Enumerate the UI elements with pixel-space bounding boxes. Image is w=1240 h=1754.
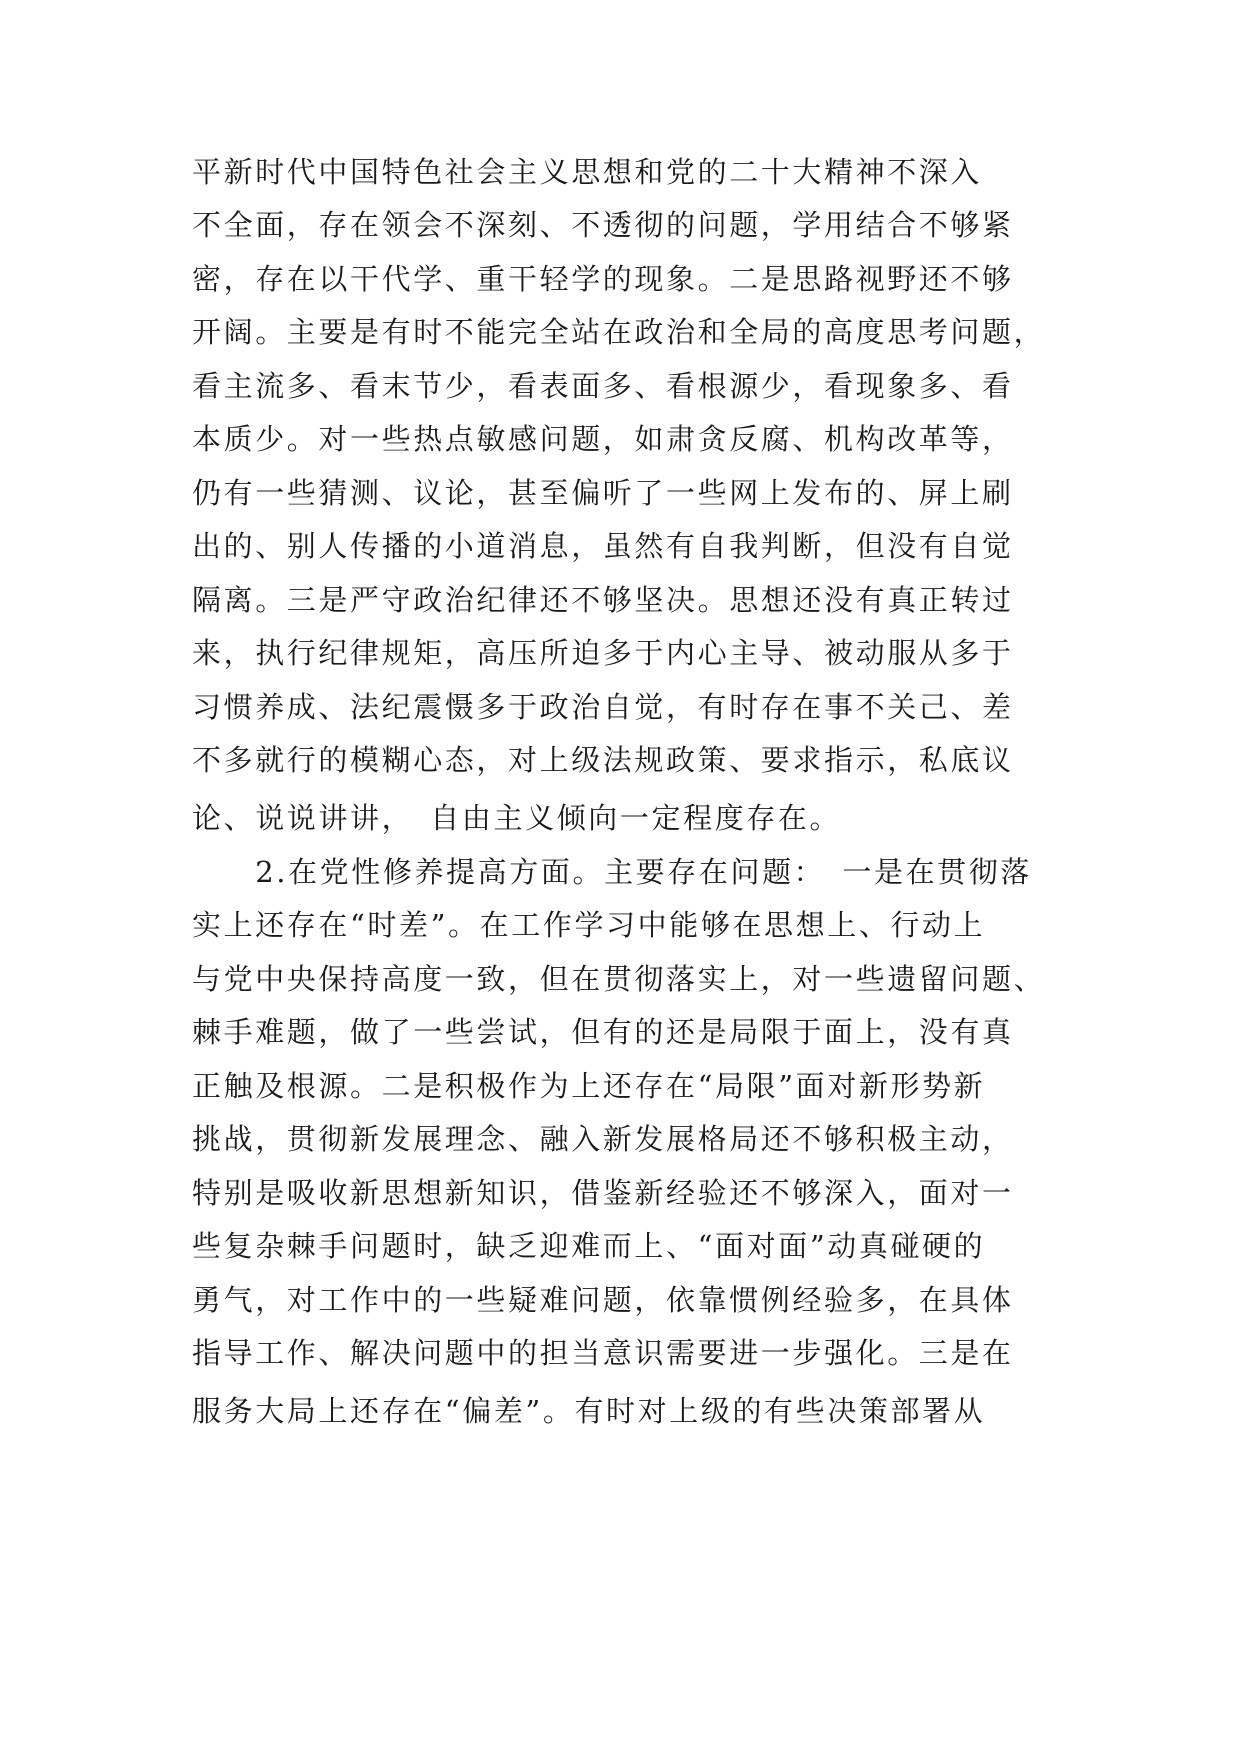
text-line: 实上还存在“时差”。在工作学习中能够在思想上、行动上 (192, 908, 986, 942)
text-line: 正触及根源。二是积极作为上还存在“局限”面对新形势新 (192, 1069, 986, 1103)
text-line: 挑战，贯彻新发展理念、融入新发展格局还不够积极主动， (192, 1122, 1014, 1156)
text-line: 密，存在以干代学、重干轻学的现象。二是思路视野还不够 (192, 262, 1014, 296)
text-line: 平新时代中国特色社会主义思想和党的二十大精神不深入 (192, 155, 983, 189)
text-line: 服务大局上还存在“偏差”。有时对上级的有些决策部署从 (192, 1394, 986, 1428)
paragraph-heading-line: 2.在党性修养提高方面。主要存在问题： 一是在贯彻落 (192, 855, 1032, 889)
text-line: 不全面，存在领会不深刻、不透彻的问题，学用结合不够紧 (192, 208, 1014, 242)
text-line: 些复杂棘手问题时，缺乏迎难而上、“面对面”动真碰硬的 (192, 1229, 986, 1263)
text-line: 论、说说讲讲， 自由主义倾向一定程度存在。 (192, 801, 842, 835)
text-line: 与党中央保持高度一致，但在贯彻落实上，对一些遗留问题、 (192, 962, 1046, 996)
text-line: 出的、别人传播的小道消息，虽然有自我判断，但没有自觉 (192, 529, 1014, 563)
text-line: 隔离。三是严守政治纪律还不够坚决。思想还没有真正转过 (192, 583, 1014, 617)
text-line: 来，执行纪律规矩，高压所迫多于内心主导、被动服从多于 (192, 636, 1014, 670)
text-line: 本质少。对一些热点敏感问题，如肃贪反腐、机构改革等， (192, 422, 1014, 456)
text-line: 棘手难题，做了一些尝试，但有的还是局限于面上，没有真 (192, 1015, 1014, 1049)
text-line: 习惯养成、法纪震慑多于政治自觉，有时存在事不关己、差 (192, 690, 1014, 724)
text-line: 开阔。主要是有时不能完全站在政治和全局的高度思考问题， (192, 315, 1046, 349)
text-line: 指导工作、解决问题中的担当意识需要进一步强化。三是在 (192, 1336, 1014, 1370)
text-line: 仍有一些猜测、议论，甚至偏听了一些网上发布的、屏上刷 (192, 476, 1014, 510)
text-line: 看主流多、看末节少，看表面多、看根源少，看现象多、看 (192, 369, 1014, 403)
text-line: 勇气，对工作中的一些疑难问题，依靠惯例经验多，在具体 (192, 1283, 1014, 1317)
text-line: 不多就行的模糊心态，对上级法规政策、要求指示，私底议 (192, 743, 1014, 777)
text-line: 特别是吸收新思想新知识，借鉴新经验还不够深入，面对一 (192, 1176, 1014, 1210)
